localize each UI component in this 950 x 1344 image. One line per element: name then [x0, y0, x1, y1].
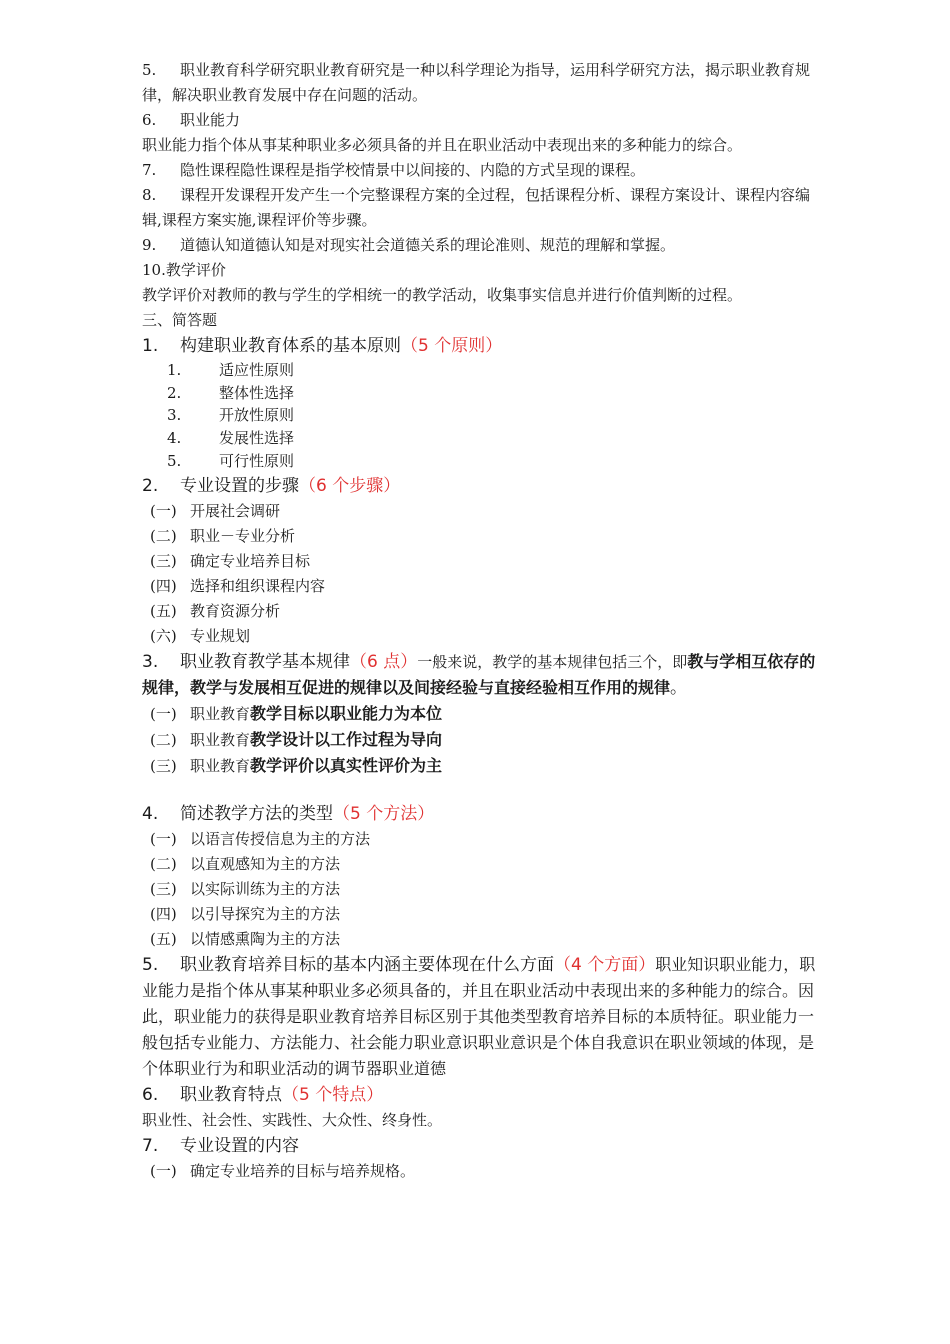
- question-1-note: （5 个原则）: [401, 336, 503, 356]
- question-5-heading: 5. 职业教育培养目标的基本内涵主要体现在什么方面（4 个方面）职业知识职业能力，职业能力是指个体从事某种职业多必须具备的，并且在职业活动中表现出来的多种能力的综合。因此，职业能力的获得是职业教育培养目标区别于其他类型教育培养目标的本质特征。职业能力一般包括专业能力、方法能力、社会能力职业意识职业意识是个体自我意识在职业领域的体现，是个体职业行为和职业活动的调节器职业道德: [142, 954, 816, 1078]
- list-item: (二) 以直观感知为主的方法: [150, 854, 341, 873]
- list-item: (五) 教育资源分析: [150, 601, 281, 620]
- question-3-intro: 一般来说，教学的基本规律包括三个，即: [417, 652, 688, 671]
- definition-9: 9. 道德认知道德认知是对现实社会道德关系的理论准则、规范的理解和掌握。: [142, 236, 676, 254]
- list-item: (一) 确定专业培养的目标与培养规格。: [150, 1161, 416, 1180]
- list-item: (四) 选择和组织课程内容: [150, 576, 326, 595]
- list-item: (二) 职业教育教学设计以工作过程为导向: [150, 729, 443, 749]
- list-item: (一) 以语言传授信息为主的方法: [150, 829, 371, 848]
- definition-6-text: 职业能力指个体从事某种职业多必须具备的并且在职业活动中表现出来的多种能力的综合。: [142, 136, 743, 154]
- question-3-heading: 3. 职业教育教学基本规律（6 点）一般来说，教学的基本规律包括三个，即教与学相互依存的规律，教学与发展相互促进的规律以及间接经验与直接经验相互作用的规律。: [142, 651, 816, 698]
- question-7-heading: 7. 专业设置的内容: [142, 1135, 299, 1156]
- question-3-bold-intro: 教与学相互依存的规律，教学与发展相互促进的规律以及间接经验与直接经验相互作用的规律: [142, 651, 816, 697]
- blank-line: [142, 779, 822, 801]
- list-item: 5. 可行性原则: [167, 451, 295, 470]
- question-6-text: 职业性、社会性、实践性、大众性、终身性。: [142, 1110, 443, 1129]
- question-6-note: （5 个特点）: [282, 1084, 384, 1105]
- list-item: (四) 以引导探究为主的方法: [150, 904, 341, 923]
- question-4-heading: 4. 简述教学方法的类型（5 个方法）: [142, 803, 435, 824]
- question-3-note: （6 点）: [350, 651, 418, 672]
- list-item: (三) 确定专业培养目标: [150, 551, 311, 570]
- definition-6: 6. 职业能力: [142, 111, 241, 129]
- definition-7: 7. 隐性课程隐性课程是指学校情景中以间接的、内隐的方式呈现的课程。: [142, 161, 646, 179]
- question-1-heading: 1. 构建职业教育体系的基本原则（5 个原则）: [142, 336, 503, 356]
- list-item: 4. 发展性选择: [167, 429, 295, 448]
- definition-8: 8. 课程开发课程开发产生一个完整课程方案的全过程，包括课程分析、课程方案设计、课程内容编辑,课程方案实施,课程评价等步骤。: [142, 186, 811, 229]
- question-2-note: （6 个步骤）: [299, 475, 401, 496]
- list-item: (一) 职业教育教学目标以职业能力为本位: [150, 703, 443, 723]
- list-item: (一) 开展社会调研: [150, 501, 281, 520]
- list-item: 1. 适应性原则: [167, 361, 295, 379]
- list-item: (二) 职业－专业分析: [150, 526, 296, 545]
- question-3-list: [142, 701, 822, 779]
- definition-5: 5. 职业教育科学研究职业教育研究是一种以科学理论为指导，运用科学研究方法，揭示职业教育规律，解决职业教育发展中存在问题的活动。: [142, 61, 811, 104]
- definition-10-title: 10.教学评价: [142, 261, 226, 279]
- list-item: (五) 以情感熏陶为主的方法: [150, 929, 341, 948]
- definition-10-text: 教学评价对教师的教与学生的学相统一的教学活动，收集事实信息并进行价值判断的过程。: [142, 286, 743, 304]
- list-item: (三) 职业教育教学评价以真实性评价为主: [150, 755, 443, 775]
- list-item: 2. 整体性选择: [167, 383, 295, 402]
- question-6-heading: 6. 职业教育特点（5 个特点）: [142, 1084, 384, 1105]
- question-2-heading: 2. 专业设置的步骤（6 个步骤）: [142, 475, 401, 496]
- question-5-text: 职业知识职业能力，职业能力是指个体从事某种职业多必须具备的，并且在职业活动中表现出来的多种能力的综合。因此，职业能力的获得是职业教育培养目标区别于其他类型教育培养目标的本质特征。职业能力一般包括专业能力、方法能力、社会能力职业意识职业意识是个体自我意识在职业领域的体现，是个体职业行为和职业活动的调节器职业道德: [142, 954, 816, 1078]
- question-2-list: [142, 499, 822, 649]
- document-page: [142, 58, 822, 1184]
- question-5-note: （4 个方面）: [554, 954, 656, 975]
- list-item: (三) 以实际训练为主的方法: [150, 879, 341, 898]
- question-1-list: [142, 359, 822, 473]
- section-heading: 三、简答题: [142, 311, 218, 329]
- list-item: 3. 开放性原则: [167, 406, 295, 425]
- question-4-list: [142, 827, 822, 952]
- list-item: (六) 专业规划: [150, 626, 251, 645]
- question-4-note: （5 个方法）: [333, 803, 435, 824]
